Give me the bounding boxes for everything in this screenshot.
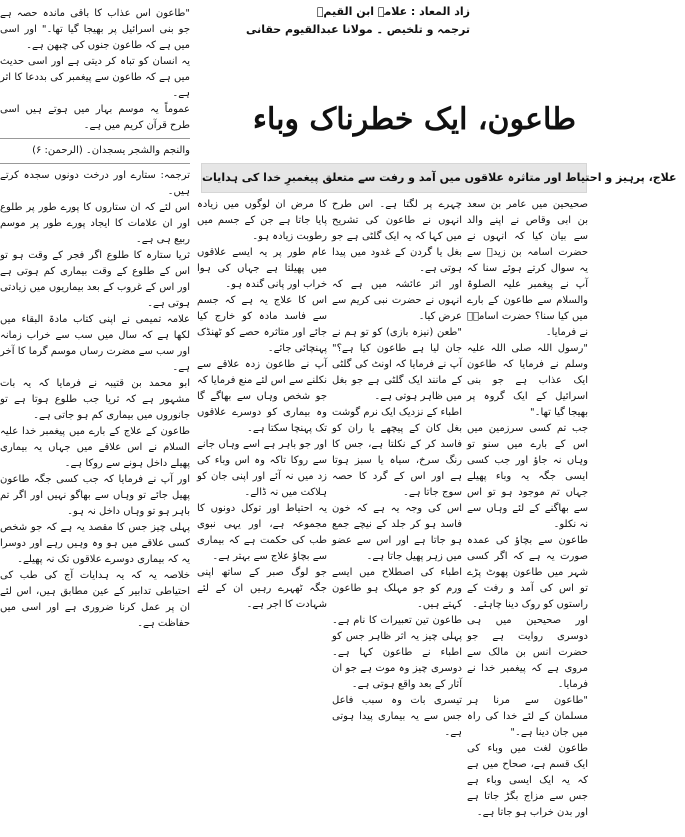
paragraph: اس لئے کہ ان ستاروں کا پورے طور پر طلوع اور ان علامات کا ایجاد پورے طور پر موسم ربیع ہی ہے۔ [0, 202, 190, 245]
paragraph: اطباء کے نزدیک ایک نرم گوشت بغل کان کے پیچھے یا ران کو فاسد کر کے نکلتا ہے، جس کا رنگ سرخ، سیاہ یا سبز ہوتا ہے اور اس کے گرد کا حصہ سوج جاتا ہے۔ [332, 407, 462, 498]
paragraph: اور آپ نے فرمایا کہ جب کسی جگہ طاعون پھیل جائے تو وہاں سے بھاگو نہیں اور اگر تم باہر ہو تو وہاں داخل نہ ہو۔ [0, 474, 190, 517]
verse-translation: ترجمہ: ستارے اور درخت دونوں سجدہ کرتے ہیں۔ [0, 170, 190, 197]
paragraph: تیسری بات وہ سبب فاعل جس سے یہ بیماری پیدا ہوتی ہے۔ [332, 695, 462, 738]
paragraph: طاعون کے علاج کے بارے میں پیغمبر خدا علیہ السلام نے اس علاقے میں جہاں یہ بیماری پھیلے داخل ہونے سے روکا ہے۔ [0, 426, 190, 469]
paragraph: "طعن (نیزہ بازی) کو تو ہم نے جان لیا ہے طاعون کیا ہے؟" آپ نے فرمایا کہ اونٹ کی گلٹی کے مانند ایک گلٹی ہے جو بغل میں ظاہر ہوتی ہے۔ [332, 327, 462, 402]
headline: طاعون، ایک خطرناک وباء [252, 102, 576, 137]
left-column [0, 6, 190, 632]
paragraph: طاعون سے بچاؤ کی عمدہ صورت یہ ہے کہ اگر کسی شہر میں طاعون پھوٹ پڑے تو اس کی آمد و رفت کے راستوں کو روک دینا چاہئے۔ [467, 535, 588, 610]
translator: ترجمہ و تلخیص ۔ مولانا عبدالقیوم حقانی [245, 23, 470, 36]
paragraph: خلاصہ یہ کہ یہ ہدایات آج کی طب کی احتیاطی تدابیر کے عین مطابق ہیں، اس لئے ان پر عمل کرنا ضروری ہے اور اسی میں حفاظت ہے۔ [0, 570, 190, 629]
subheadline-text: علاج، پرہیز و احتیاط اور متاثرہ علاقوں میں آمد و رفت سے متعلق پیغمبرِ خدا کی ہدایات [202, 171, 677, 184]
divider [0, 138, 190, 139]
paragraph: جو لوگ صبر کے ساتھ اپنی جگہ ٹھہرے رہیں ان کے لئے شہادت کا اجر ہے۔ [197, 567, 327, 610]
paragraph: طاعون لغت میں وباء کی ایک قسم ہے، صحاح میں ہے کہ یہ ایک ایسی وباء ہے جس سے مزاج بگڑ جاتا ہے اور بدن خراب ہو جاتا ہے۔ [467, 743, 588, 818]
divider [0, 163, 190, 164]
paragraph: "رسول اللہ صلی اللہ علیہ وسلم نے فرمایا کہ طاعون ایک عذاب ہے جو بنی اسرائیل کے ایک گروہ پر بھیجا گیا تھا۔" [467, 343, 588, 418]
paragraph: عموماً یہ موسم بہار میں ہوتے ہیں اسی طرح قرآن کریم میں ہے۔ [0, 104, 190, 131]
paragraph: "طاعون سے مرنا ہر مسلمان کے لئے خدا کی راہ میں جان دینا ہے۔" [467, 695, 588, 738]
paragraph: یہ احتیاط اور توکل دونوں کا مجموعہ ہے، اور یہی نبوی طب کی حکمت ہے کہ بیماری سے بچاؤ علاج سے بہتر ہے۔ [197, 503, 327, 562]
paragraph: جب تم کسی سرزمین میں اس کے بارے میں سنو تو وہاں نہ جاؤ اور جب کسی ایسی جگہ یہ وباء پھیلے جہاں تم موجود ہو تو اس سے بھاگنے کے لئے وہاں سے نہ نکلو۔ [467, 423, 588, 530]
article-column-2 [332, 197, 462, 741]
paragraph: ثریا ستارہ کا طلوع اگر فجر کے وقت ہو تو اس کے طلوع کے وقت بیماری کم ہوتی ہے اور اس کے غروب کے بعد بیماریوں میں زیادتی ہوتی ہے۔ [0, 250, 190, 309]
paragraph: صحیحین میں عامر بن سعد بن ابی وقاص نے اپنے والد سے بیان کیا کہ انہوں نے حضرت اسامہ بن زیدؓ سے یہ سوال کرتے ہوئے سنا کہ آپ نے پیغمبر علیہ الصلوۃ والسلام سے طاعون کے بارے میں کیا سنا؟ حضرت اسامہؓ نے فرمایا۔ [467, 199, 588, 338]
paragraph: آپ نے طاعون زدہ علاقے سے نکلنے سے اس لئے منع فرمایا کہ جو شخص وہاں سے بھاگے گا وہ بیماری کو دوسرے علاقوں تک پہنچا سکتا ہے۔ [197, 359, 327, 434]
byline [240, 3, 470, 39]
paragraph: اس کا علاج یہ ہے کہ جسم سے فاسد مادہ کو خارج کیا جائے اور متاثرہ حصے کو ٹھنڈک پہنچائی جائے۔ [197, 295, 327, 354]
paragraph: عام طور پر یہ ایسے علاقوں میں پھیلتا ہے جہاں کی ہوا خراب اور پانی گندہ ہو۔ [197, 247, 327, 290]
paragraph: ابو محمد بن قتیبہ نے فرمایا کہ یہ بات مشہور ہے کہ ثریا جب طلوع ہوتا ہے تو جانوروں میں بیماری کم ہو جاتی ہے۔ [0, 378, 190, 421]
paragraph: علامہ تمیمی نے اپنی کتاب مادۃ البقاء میں لکھا ہے کہ سال میں سب سے خراب زمانہ اور سب سے مضرت رساں موسم گرما کا آخر ہے۔ [0, 314, 190, 373]
paragraph: اور صحیحین میں ہی دوسری روایت ہے جو حضرت انس بن مالک سے مروی ہے کہ پیغمبر خدا نے فرمایا۔ [467, 615, 588, 690]
subheadline-banner [201, 163, 677, 193]
paragraph: اور جو باہر ہے اسے وہاں جانے سے روکا تاکہ وہ اس وباء کی زد میں نہ آئے اور اپنی جان کو ہلاکت میں نہ ڈالے۔ [197, 439, 327, 498]
paragraph: اور اثر عائشہ میں ہے کہ انہوں نے حضرت نبی کریم سے عرض کیا۔ [332, 279, 462, 322]
paragraph: یہ انسان کو تباہ کر دیتی ہے اور اسی حدیث میں ہے کہ طاعون سے پیغمبر کی بددعا کا اثر ہے۔ [0, 56, 190, 99]
article-column-1 [467, 197, 588, 821]
article-column-3 [197, 197, 327, 613]
paragraph: اطباء کی اصطلاح میں ایسے ورم کو جو مہلک ہو طاعون کہتے ہیں۔ [332, 567, 462, 610]
paragraph: "طاعون اس عذاب کا باقی ماندہ حصہ ہے جو بنی اسرائیل پر بھیجا گیا تھا۔" اور اسی میں ہے کہ طاعون جنوں کی چبھن ہے۔ [0, 8, 190, 51]
paragraph: چہرے پر لگتا ہے۔ اس طرح انہوں نے طاعون کی تشریح میں کہا کہ یہ ایک گلٹی ہے جو بغل یا گردن کے غدود میں پیدا ہوتی ہے۔ [332, 199, 462, 274]
paragraph: پہلی چیز جس کا مقصد یہ ہے کہ جو شخص کسی علاقے میں ہو وہ وہیں رہے اور دوسرا یہ کہ بیماری دوسرے علاقوں تک نہ پھیلے۔ [0, 522, 190, 565]
paragraph: کا مرض ان لوگوں میں زیادہ پایا جاتا ہے جن کے جسم میں رطوبت زیادہ ہو۔ [197, 199, 327, 242]
paragraph: اس کی وجہ یہ ہے کہ خون فاسد ہو کر جلد کے نیچے جمع ہو جاتا ہے اور اس سے عضو میں زہر پھیل جاتا ہے۔ [332, 503, 462, 562]
quran-verse: والنجم والشجر یسجدان۔ (الرحمن: ۶) [32, 145, 190, 156]
source-author: زاد المعاد : علامہ ابن القیمؒ [316, 5, 470, 18]
paragraph: طاعون تین تعبیرات کا نام ہے۔ پہلی چیز یہ اثر ظاہر جس کو اطباء نے طاعون کہا ہے۔ دوسری چیز وہ موت ہے جو ان آثار کے بعد واقع ہوتی ہے۔ [332, 615, 462, 690]
